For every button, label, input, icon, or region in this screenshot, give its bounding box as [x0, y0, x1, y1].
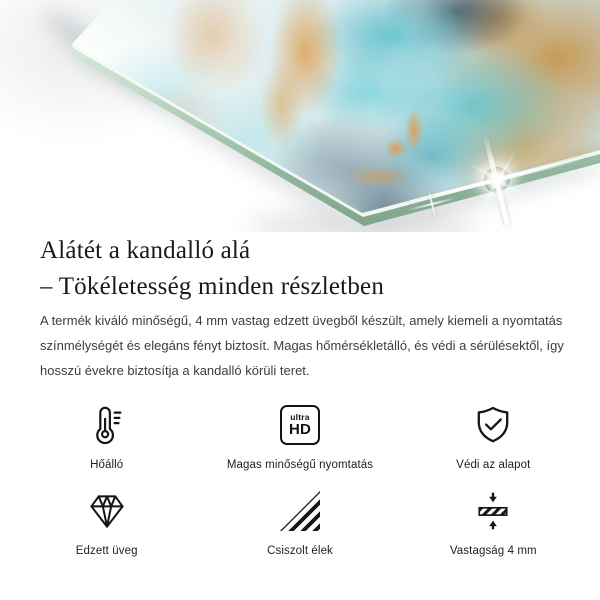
feature-label: Védi az alapot — [456, 459, 531, 471]
feature-label: Vastagság 4 mm — [449, 545, 537, 557]
feature-thickness — [397, 485, 590, 571]
feature-label: Hőálló — [90, 459, 124, 471]
feature-print-quality — [203, 399, 396, 485]
feature-heat-resistant — [10, 399, 203, 485]
uhd-badge-text-bottom: HD — [288, 421, 312, 438]
feature-protects-base — [397, 399, 590, 485]
feature-label: Magas minőségű nyomtatás — [226, 459, 374, 471]
feature-tempered-glass — [10, 485, 203, 571]
title-line-1: Alátét a kandalló alá — [40, 237, 251, 264]
thermometer-icon — [86, 399, 128, 451]
uhd-badge-text-top: ultra — [290, 412, 310, 422]
thickness-icon — [471, 485, 515, 537]
feature-polished-edges — [203, 485, 396, 571]
page-title — [40, 233, 570, 305]
shield-check-icon — [471, 399, 515, 451]
ultra-hd-icon — [280, 399, 320, 451]
product-photo — [0, 0, 600, 232]
title-line-2: – Tökéletesség minden részletben — [40, 273, 385, 300]
feature-grid — [10, 399, 590, 571]
diamond-icon — [85, 485, 129, 537]
intro-paragraph: A termék kiváló minőségű, 4 mm vastag edzett üvegből készült, amely kiemeli a nyomtatás színmélységét és elegáns fényt biztosít. Magas hőmérsékletálló, és védi a sérülésektől, így hosszú évekre biztosítja a kandalló körüli teret. — [40, 313, 564, 378]
feature-label: Csiszolt élek — [267, 545, 333, 557]
polished-edges-icon — [280, 485, 320, 537]
feature-label: Edzett üveg — [75, 545, 138, 557]
